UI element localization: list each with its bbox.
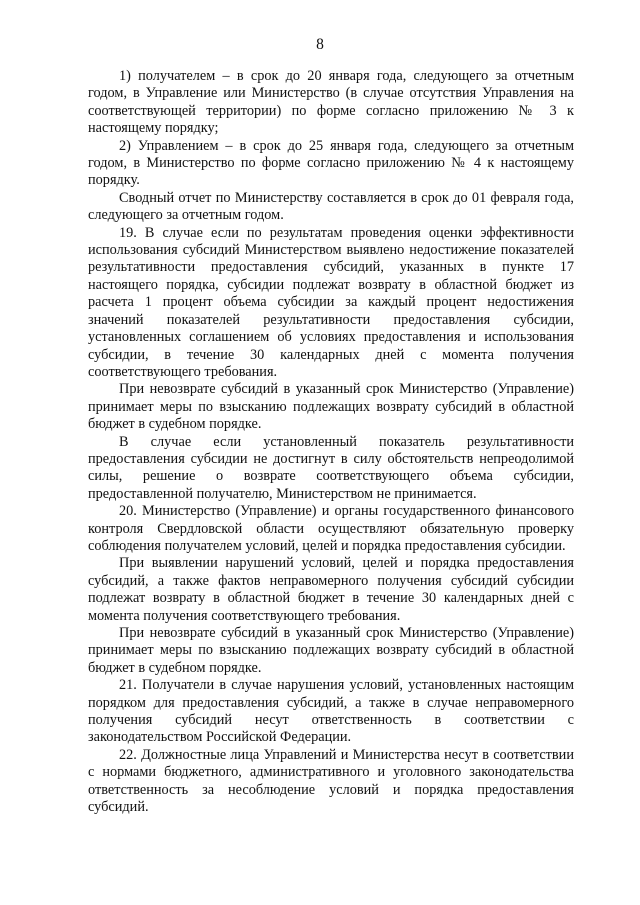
paragraph-clause-20-violations: При выявлении нарушений условий, целей и порядка предоставления субсидий, а также фактов неправомерного получения субсидий субсидии подлежат возврату в областной бюджет в течение 30 календарных дней с момента получения соответствующего требования. [88,555,574,624]
paragraph-clause-20-non-return: При невозврате субсидий в указанный срок Министерство (Управление) принимает меры по взысканию подлежащих возврату субсидий в областной бюджет в судебном порядке. [88,625,574,676]
page-number: 8 [316,36,324,53]
document-body [88,68,574,816]
paragraph-clause-21: 21. Получатели в случае нарушения условий, установленных настоящим порядком для предоставления субсидий, а также в случае неправомерного получения субсидий несут ответственность в соответствии с законодательством Российской Федерации. [88,677,574,746]
paragraph-clause-19: 19. В случае если по результатам проведения оценки эффективности использования субсидий Министерством выявлено недостижение показателей результативности предоставления субсидий, указанных в пункте 17 настоящего порядка, субсидии подлежат возврату в областной бюджет из расчета 1 процент объема субсидии за каждый процент недостижения значений показателей результативности предоставления субсидии, установленных соглашением об условиях предоставления и использования субсидии, в течение 30 календарных дней с момента получения соответствующего требования. [88,224,574,380]
paragraph-clause-20: 20. Министерство (Управление) и органы государственного финансового контроля Свердловской области осуществляют обязательную проверку соблюдения получателем условий, целей и порядка предоставления субсидии. [88,503,574,554]
paragraph-clause-19-non-return: При невозврате субсидий в указанный срок Министерство (Управление) принимает меры по взысканию подлежащих возврату субсидий в областной бюджет в судебном порядке. [88,381,574,433]
paragraph-clause-22: 22. Должностные лица Управлений и Министерства несут в соответствии с нормами бюджетного, административного и уголовного законодательства ответственность за несоблюдение условий и порядка предоставления субсидий. [88,746,574,816]
paragraph-clause-19-force-majeure: В случае если установленный показатель результативности предоставления субсидии не достигнут в силу обстоятельств непреодолимой силы, решение о возврате соответствующего объема субсидии, предоставленной получателю, Министерством не принимается. [88,433,574,502]
paragraph-recipient-report-deadline: 1) получателем – в срок до 20 января года, следующего за отчетным годом, в Управление или Министерство (в случае отсутствия Управления на соответствующей территории) по форме согласно приложению № 3 к настоящему порядку; [88,68,574,137]
paragraph-department-report-deadline: 2) Управлением – в срок до 25 января года, следующего за отчетным годом, в Министерство по форме согласно приложению № 4 к настоящему порядку. [88,137,574,189]
paragraph-summary-report-deadline: Сводный отчет по Министерству составляется в срок до 01 февраля года, следующего за отчетным годом. [88,189,574,224]
